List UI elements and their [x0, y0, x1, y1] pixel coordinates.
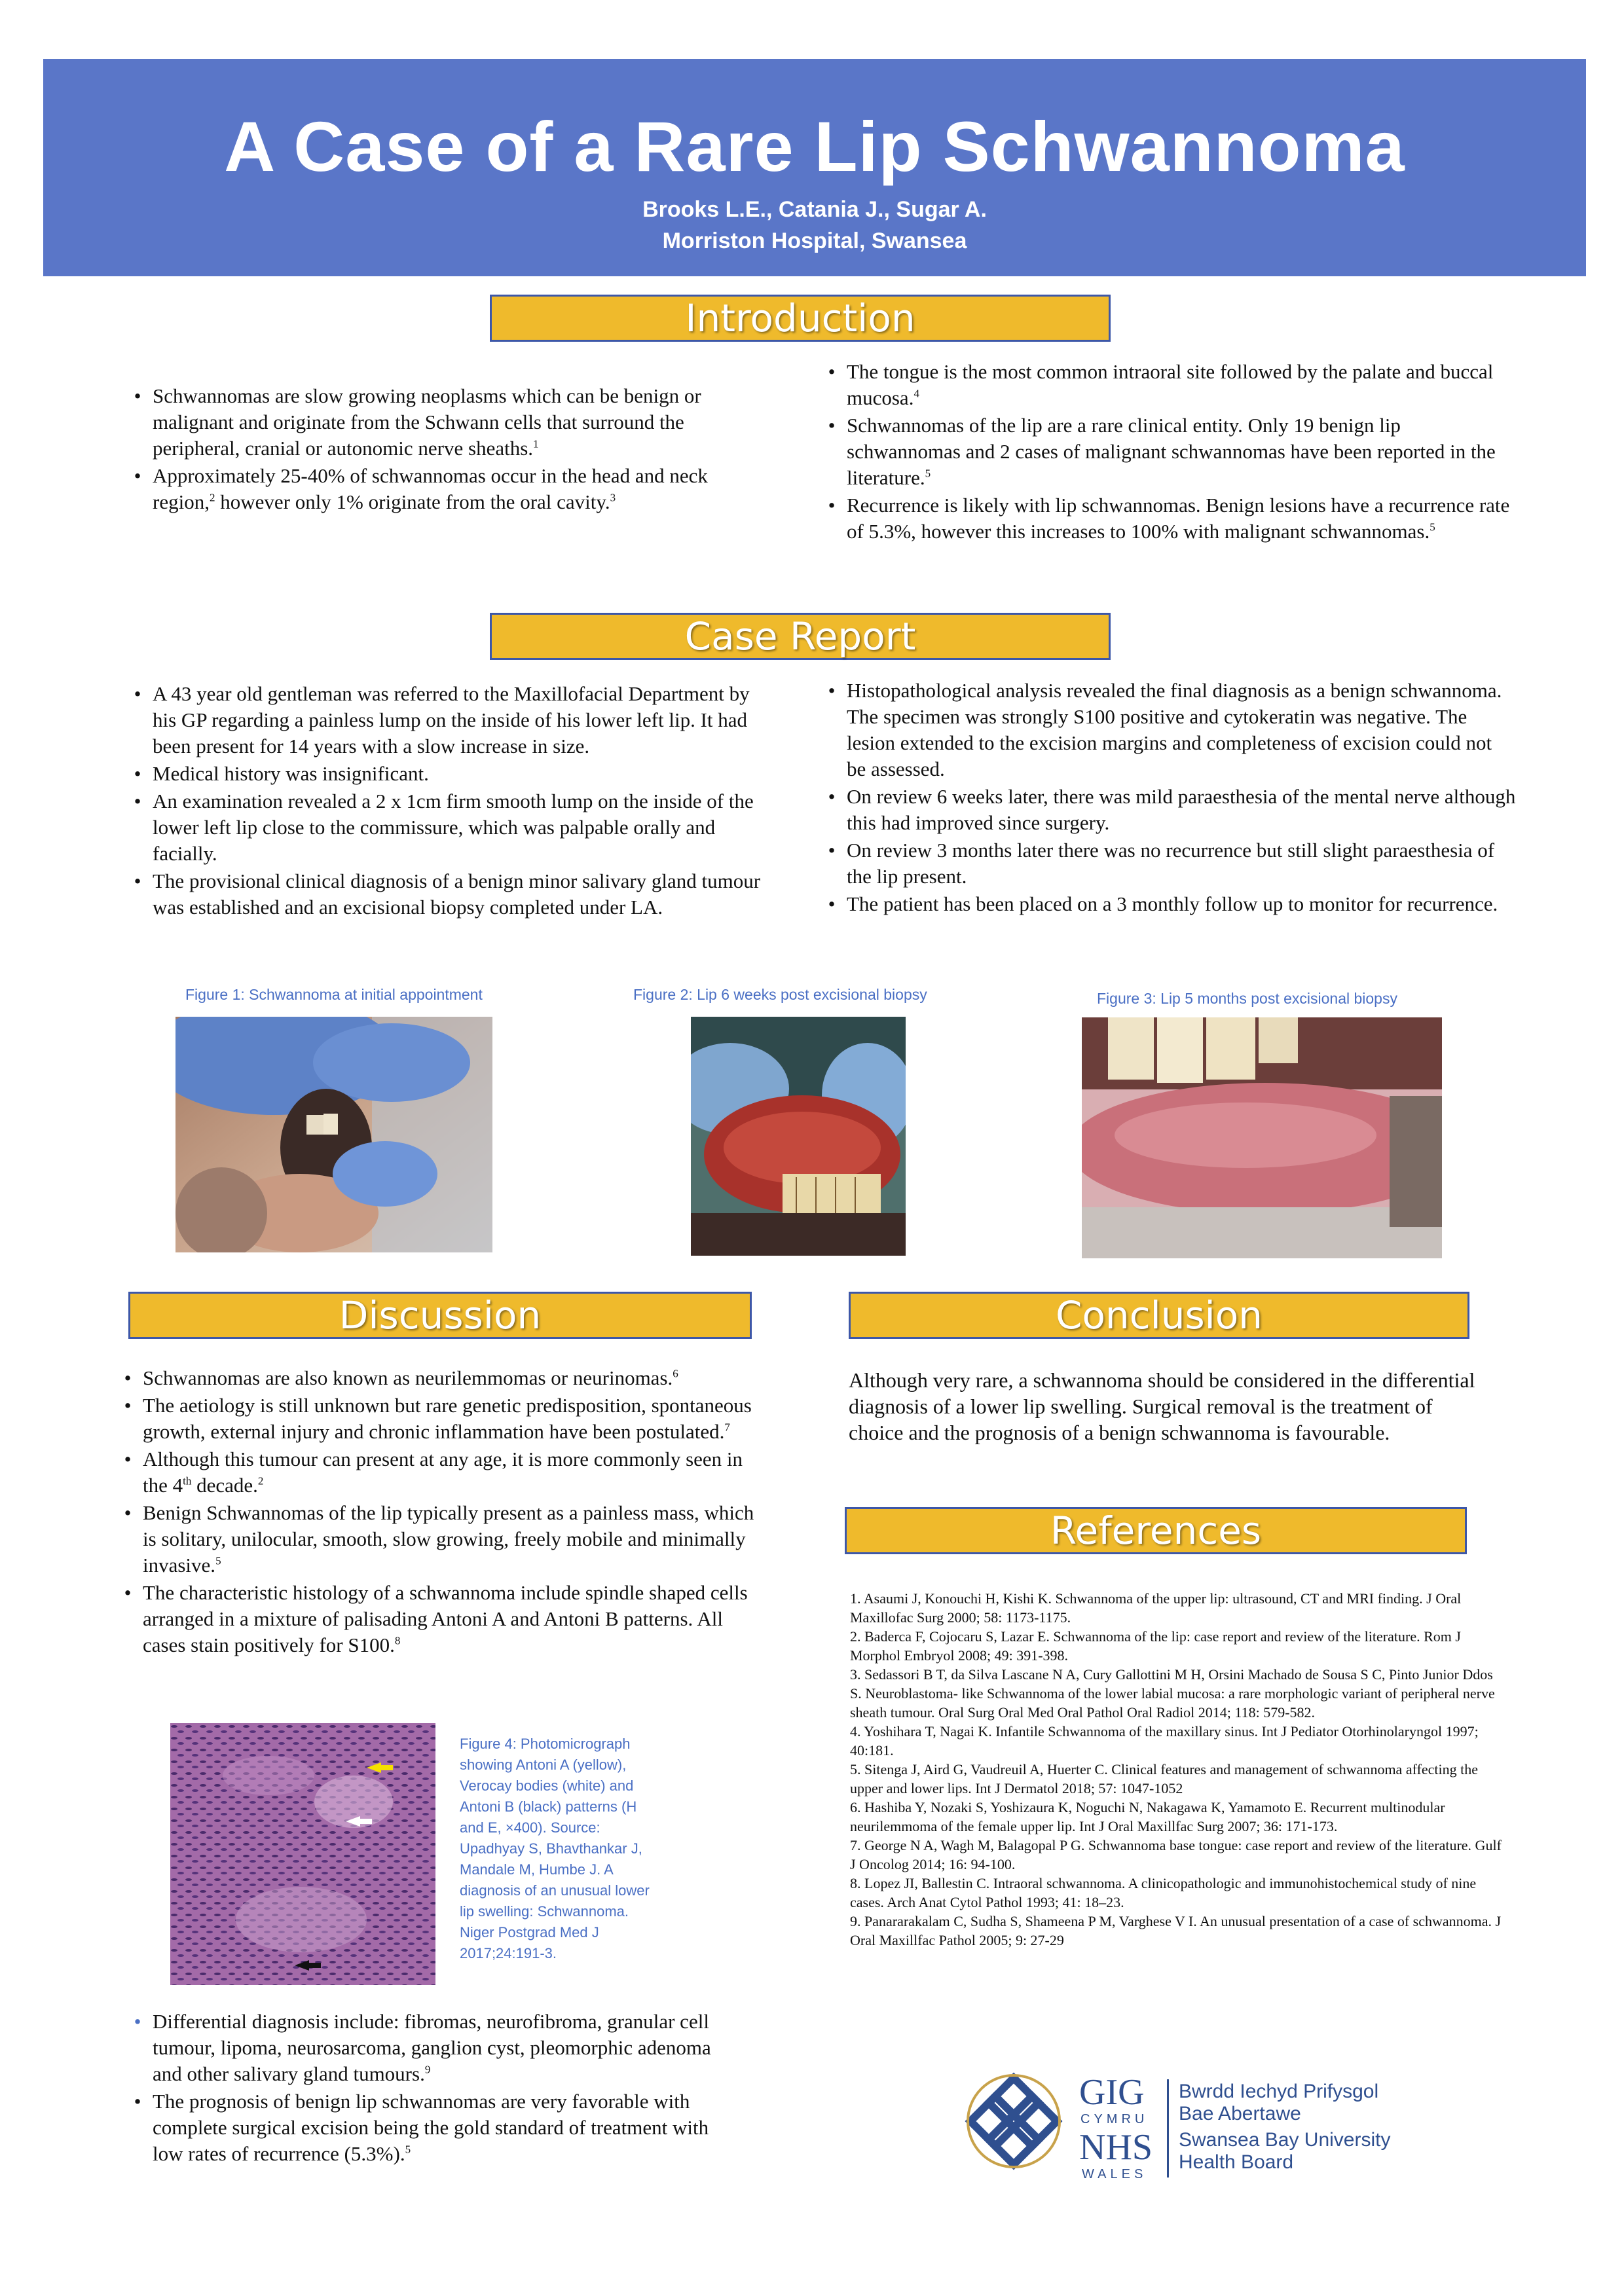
reference-item: 7. George N A, Wagh M, Balagopal P G. Schwannoma base tongue: case report and review of the literature. Gulf J Oncolog 2014; 16: 94-100.: [850, 1837, 1502, 1872]
figure-4-photo: [170, 1723, 435, 1985]
nhs-wales-knot-icon: [961, 2069, 1066, 2174]
list-item: • Benign Schwannomas of the lip typically present as a painless mass, which is solitary, unilocular, smooth, slow growing, freely mobile and minimally invasive.$^5$: [124, 1501, 754, 1576]
case-report-right-column: [822, 678, 1516, 919]
list-item: • On review 3 months later there was no recurrence but still slight paraesthesia of the lip present.: [828, 839, 1495, 888]
reference-item: 5. Sitenga J, Aird G, Vaudreuil A, Huerter C. Clinical features and management of schwannoma affecting the upper and lower lips. Int J Dermatol 2018; 57: 1047-1052: [850, 1761, 1478, 1796]
conclusion-heading: Conclusion: [849, 1292, 1469, 1339]
figure-2-photo: [691, 1017, 906, 1256]
figure-1-photo: [175, 1017, 492, 1252]
figure-3-photo: [1082, 1017, 1442, 1258]
list-item: • The patient has been placed on a 3 monthly follow up to monitor for recurrence.: [828, 892, 1498, 915]
introduction-left-column: [128, 383, 737, 517]
reference-item: 2. Baderca F, Cojocaru S, Lazar E. Schwannoma of the lip: case report and review of the literature. Rom J Morphol Embryol 2008; 49: 391-398.: [850, 1628, 1461, 1664]
logo-line-2: Bae Abertawe: [1179, 2103, 1301, 2124]
logo-cymru: CYMRU: [1080, 2112, 1149, 2126]
logo-nhs: NHS: [1079, 2127, 1153, 2168]
case-report-heading: Case Report: [490, 613, 1111, 660]
list-item: • An examination revealed a 2 x 1cm firm smooth lump on the inside of the lower left lip close to the commissure, which was palpable orally and facially.: [134, 790, 754, 865]
list-item: • Recurrence is likely with lip schwannomas. Benign lesions have a recurrence rate of 5.3%, however this increases to 100% with malignant schwannomas.$^5$: [828, 494, 1510, 543]
list-item: • Although this tumour can present at any age, it is more commonly seen in the 4th decade.$^2$: [124, 1448, 743, 1497]
reference-item: 8. Lopez JI, Ballestin C. Intraoral schwannoma. A clinicopathologic and immunohistochemical study of nine cases. Arch Anat Cytol Pathol 1993; 41: 18–23.: [850, 1875, 1477, 1910]
discussion-column: [118, 1365, 760, 1660]
list-item: • Differential diagnosis include: fibromas, neurofibroma, granular cell tumour, lipoma, neurosarcoma, ganglion cyst, pleomorphic adenoma and other salivary gland tumours.$^9$: [134, 2010, 711, 2085]
list-item: • The tongue is the most common intraoral site followed by the palate and buccal mucosa.$^4$: [828, 360, 1494, 409]
list-item: • A 43 year old gentleman was referred to the Maxillofacial Department by his GP regarding a painless lump on the inside of his lower left lip. It had been present for 14 years with a slow increase in size.: [134, 682, 750, 757]
list-item: • Histopathological analysis revealed the final diagnosis as a benign schwannoma. The specimen was strongly S100 positive and cytokeratin was negative. The lesion extended to the excision margins and completeness of excision could not be assessed.: [828, 679, 1502, 780]
list-item: • Schwannomas are slow growing neoplasms which can be benign or malignant and originate from the Schwann cells that surround the peripheral, cranial or autonomic nerve sheaths.$^1$: [134, 384, 701, 460]
list-item: • The provisional clinical diagnosis of a benign minor salivary gland tumour was established and an excisional biopsy completed under LA.: [134, 869, 761, 919]
list-item: • Schwannomas of the lip are a rare clinical entity. Only 19 benign lip schwannomas and 2 cases of malignant schwannomas have been reported in the literature.$^5$: [828, 414, 1496, 489]
logo-line-4: Health Board: [1179, 2151, 1294, 2173]
list-item: • Medical history was insignificant.: [134, 762, 429, 785]
reference-item: 3. Sedassori B T, da Silva Lascane N A, Cury Gallottini M H, Orsini Machado de Sousa S C, Pinto Junior Ddos S. Neuroblastoma- like Schwannoma of the lower labial mucosa: a rare morphologic variant of peripheral nerve sheath tumour. Oral Surg Oral Med Oral Pathol Oral Radiol 2014; 118: 579-582.: [850, 1666, 1495, 1721]
introduction-heading: Introduction: [490, 295, 1111, 342]
discussion-column-continued: [128, 2009, 737, 2168]
title-banner: [43, 59, 1586, 276]
reference-item: 1. Asaumi J, Konouchi H, Kishi K. Schwannoma of the upper lip: ultrasound, CT and MRI finding. J Oral Maxillofac Surg 2000; 58: 1173-1175.: [850, 1590, 1462, 1626]
list-item: • Schwannomas are also known as neurilemmomas or neurinomas.$^6$: [124, 1366, 678, 1389]
list-item: • The aetiology is still unknown but rare genetic predisposition, spontaneous growth, external injury and chronic inflammation have been postulated.$^7$: [124, 1394, 752, 1443]
logo-line-1: Bwrdd Iechyd Prifysgol: [1179, 2081, 1379, 2102]
logo-gig: GIG: [1079, 2072, 1145, 2113]
case-report-left-column: [128, 681, 763, 922]
list-item: • The prognosis of benign lip schwannomas are very favorable with complete surgical excision being the gold standard of treatment with low rates of recurrence (5.3%).$^5$: [134, 2090, 709, 2165]
authors: Brooks L.E., Catania J., Sugar A.: [642, 197, 987, 222]
logo-wales: WALES: [1082, 2167, 1147, 2181]
references-list: [850, 1589, 1505, 1950]
introduction-right-column: [822, 359, 1516, 546]
logo-divider: [1167, 2079, 1169, 2178]
reference-item: 6. Hashiba Y, Nozaki S, Yoshizaura K, Noguchi N, Nakagawa K, Yamamoto E. Recurrent multinodular neurilemmoma of the female upper lip. Int J Oral Maxillfac Surg 2007; 36: 171-173.: [850, 1799, 1445, 1834]
figure-1-caption: Figure 1: Schwannoma at initial appointment: [185, 986, 483, 1003]
list-item: • Approximately 25-40% of schwannomas occur in the head and neck region,$^2$ however only 1% originate from the oral cavity.$^3$: [134, 464, 708, 513]
institution: Morriston Hospital, Swansea: [662, 228, 967, 253]
figure-4-caption: Figure 4: Photomicrograph showing Antoni A (yellow), Verocay bodies (white) and Antoni B (black) patterns (H and E, ×400). Source: Upadhyay S, Bhavthankar J, Mandale M, Humbe J. A diagnosis of an unusual lower lip swelling: Schwannoma. Niger Postgrad Med J 2017;24:191-3.: [460, 1736, 650, 1961]
conclusion-text: Although very rare, a schwannoma should be considered in the differential diagnosis of a lower lip swelling. Surgical removal is the treatment of choice and the prognosis of a benign schwannoma is favourable.: [849, 1368, 1475, 1444]
figure-2-caption: Figure 2: Lip 6 weeks post excisional biopsy: [633, 986, 927, 1003]
logo-line-3: Swansea Bay University: [1179, 2129, 1391, 2151]
discussion-heading: Discussion: [128, 1292, 752, 1339]
list-item: • On review 6 weeks later, there was mild paraesthesia of the mental nerve although this had improved since surgery.: [828, 785, 1516, 834]
figure-3-caption: Figure 3: Lip 5 months post excisional biopsy: [1097, 990, 1397, 1007]
reference-item: 4. Yoshihara T, Nagai K. Infantile Schwannoma of the maxillary sinus. Int J Pediator Otorhinolaryngol 1997; 40:181.: [850, 1723, 1479, 1758]
list-item: • The characteristic histology of a schwannoma include spindle shaped cells arranged in a mixture of palisading Antoni A and Antoni B patterns. All cases stain positively for S100.$^8$: [124, 1581, 748, 1656]
references-heading: References: [845, 1507, 1467, 1554]
poster-title: A Case of a Rare Lip Schwannoma: [224, 107, 1405, 186]
reference-item: 9. Panararakalam C, Sudha S, Shameena P M, Varghese V I. An unusual presentation of a case of schwannoma. J Oral Maxillfac Pathol 2005; 9: 27-29: [850, 1913, 1502, 1948]
